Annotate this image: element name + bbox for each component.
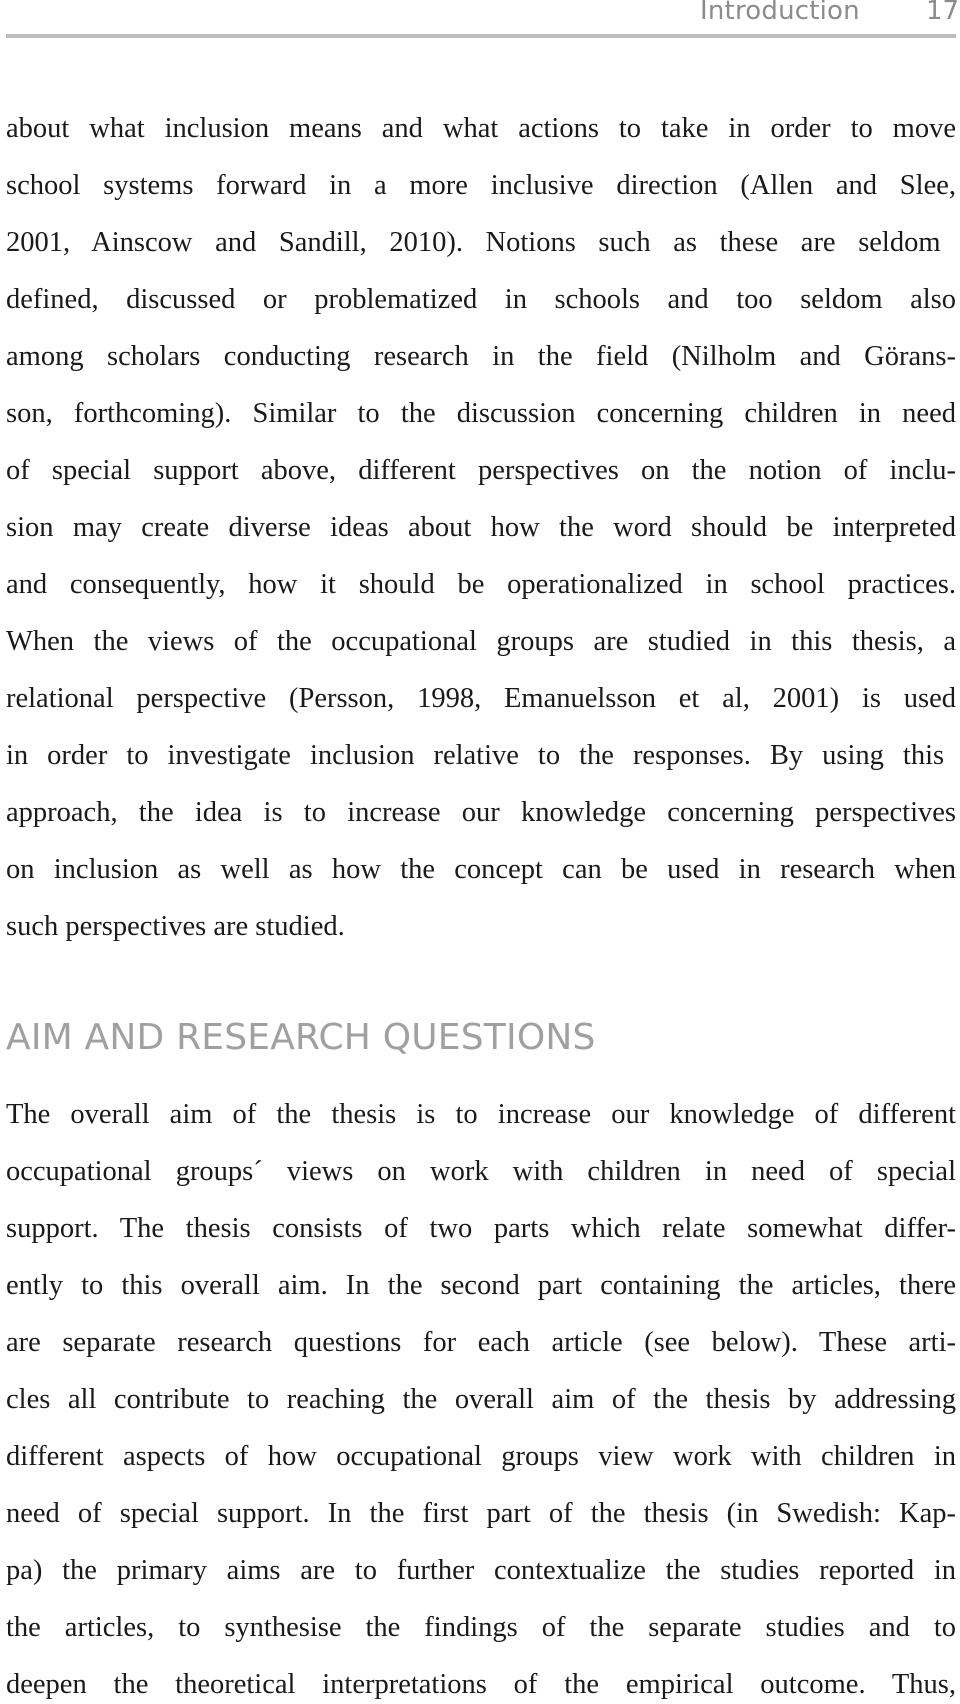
text-line: approach, the idea is to increase our knowledge concerning perspectives <box>6 797 956 828</box>
text-line: The overall aim of the thesis is to increase our knowledge of different <box>6 1099 956 1130</box>
text-line: relational perspective (Persson, 1998, Emanuelsson et al, 2001) is used <box>6 683 956 714</box>
text-line: support. The thesis consists of two parts which relate somewhat differ- <box>6 1213 956 1244</box>
running-header <box>6 0 960 38</box>
text-line: such perspectives are studied. <box>6 911 345 942</box>
text-line: on inclusion as well as how the concept can be used in research when <box>6 854 956 885</box>
text-line: school systems forward in a more inclusive direction (Allen and Slee, <box>6 170 956 201</box>
text-line: ently to this overall aim. In the second part containing the articles, there <box>6 1270 956 1301</box>
page-number: 17 <box>926 0 960 26</box>
text-line: cles all contribute to reaching the overall aim of the thesis by addressing <box>6 1384 956 1415</box>
text-line: son, forthcoming). Similar to the discussion concerning children in need <box>6 398 956 429</box>
text-line: about what inclusion means and what actions to take in order to move <box>6 113 956 144</box>
header-section-title: Introduction <box>700 0 860 26</box>
text-line: different aspects of how occupational groups view work with children in <box>6 1441 956 1472</box>
paragraph-aim <box>6 1086 956 1704</box>
text-line: 2001, Ainscow and Sandill, 2010). Notions such as these are seldom <box>6 227 941 258</box>
text-line: occupational groups´ views on work with children in need of special <box>6 1156 956 1187</box>
text-line: pa) the primary aims are to further contextualize the studies reported in <box>6 1555 956 1586</box>
text-line: in order to investigate inclusion relative to the responses. By using this <box>6 740 945 771</box>
text-line: of special support above, different perspectives on the notion of inclu- <box>6 455 956 486</box>
text-line: need of special support. In the first part of the thesis (in Swedish: Kap- <box>6 1498 956 1529</box>
text-line: are separate research questions for each article (see below). These arti- <box>6 1327 956 1358</box>
text-line: When the views of the occupational groups are studied in this thesis, a <box>6 626 956 657</box>
text-line: the articles, to synthesise the findings of the separate studies and to <box>6 1612 956 1643</box>
paragraph-inclusion-perspectives <box>6 100 956 955</box>
text-line: among scholars conducting research in the field (Nilholm and Görans- <box>6 341 956 372</box>
section-heading: AIM AND RESEARCH QUESTIONS <box>6 1017 596 1058</box>
text-line: deepen the theoretical interpretations of the empirical outcome. Thus, <box>6 1669 956 1700</box>
text-line: and consequently, how it should be operationalized in school practices. <box>6 569 956 600</box>
text-line: defined, discussed or problematized in schools and too seldom also <box>6 284 956 315</box>
text-line: sion may create diverse ideas about how the word should be interpreted <box>6 512 956 543</box>
